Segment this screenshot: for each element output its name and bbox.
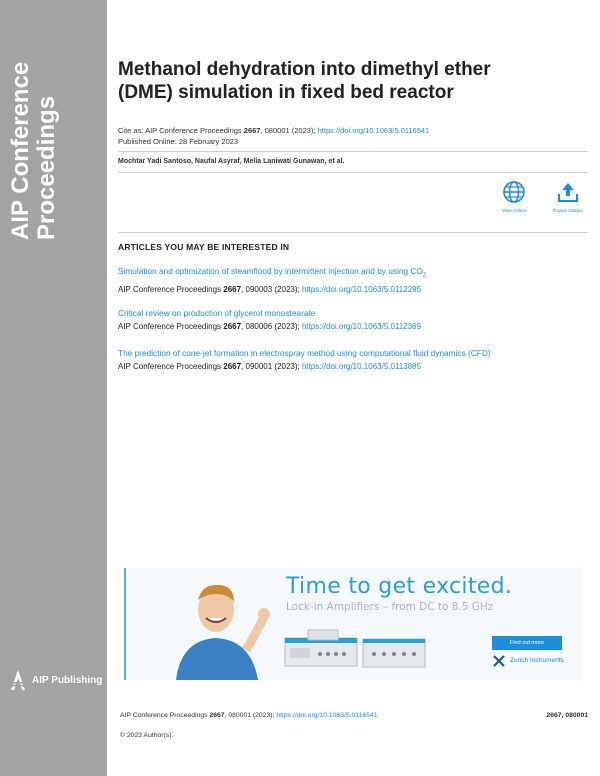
export-citation-button[interactable] xyxy=(544,180,592,213)
ad-subline: Lock-in Amplifiers – from DC to 8.5 GHz xyxy=(286,601,494,613)
zurich-instruments-logo[interactable] xyxy=(492,654,564,668)
cite-line xyxy=(118,125,429,136)
page-number: 2667, 080001 xyxy=(546,712,588,719)
related-article-title[interactable]: Simulation and optimization of steamflood by intermittent injection and by using $CO_2$ xyxy=(118,266,427,279)
lock-in-amplifier-image xyxy=(362,638,426,668)
citation-block xyxy=(118,125,429,147)
aip-logo-icon xyxy=(8,668,28,692)
published-date: Published Online: 28 February 2023 xyxy=(118,137,239,146)
related-article-source: AIP Conference Proceedings 2667, 090003 (2023); https://doi.org/10.1063/5.0112295 xyxy=(118,284,422,294)
lock-in-amplifier-image xyxy=(284,628,358,668)
person-illustration xyxy=(146,570,276,680)
find-out-more-button[interactable]: Find out more xyxy=(492,636,562,650)
view-online-label: View Online xyxy=(502,208,526,213)
doi-link[interactable]: https://doi.org/10.1063/5.0112295 xyxy=(301,284,422,294)
journal-title: AIP Conference Proceedings xyxy=(7,61,60,240)
globe-icon xyxy=(502,180,526,204)
related-article-title[interactable]: Critical review on production of glycerol monostearate xyxy=(118,308,316,318)
paper-title: Methanol dehydration into dimethyl ether (DME) simulation in fixed bed reactor xyxy=(118,59,491,103)
cite-rest: , 080001 (2023); xyxy=(260,126,318,135)
related-article-source: AIP Conference Proceedings 2667, 080006 (2023); https://doi.org/10.1063/5.0112369 xyxy=(118,322,422,331)
main-content xyxy=(118,0,600,776)
footer-citation: AIP Conference Proceedings 2667, 080001 (2023); https://doi.org/10.1063/5.0116541 xyxy=(120,712,378,719)
doi-link[interactable]: https://doi.org/10.1063/5.0113885 xyxy=(301,362,422,371)
divider xyxy=(118,151,588,152)
cross-logo-icon xyxy=(492,654,506,668)
cite-prefix: Cite as: AIP Conference Proceedings xyxy=(118,126,244,135)
divider xyxy=(118,232,588,233)
related-articles-heading: ARTICLES YOU MAY BE INTERESTED IN xyxy=(118,242,290,252)
brand-name: Zurich Instruments xyxy=(510,657,564,664)
publisher-logo-text: AIP Publishing xyxy=(32,674,103,686)
related-article[interactable] xyxy=(118,348,586,373)
divider xyxy=(118,172,588,173)
export-citation-label: Export Citation xyxy=(553,208,583,213)
cite-volume: 2667 xyxy=(243,126,261,135)
copyright: © 2023 Author(s). xyxy=(120,732,174,739)
publisher-logo[interactable] xyxy=(8,668,102,692)
advertisement-banner[interactable] xyxy=(124,568,582,680)
sidebar xyxy=(0,0,107,776)
ad-headline: Time to get excited. xyxy=(286,574,513,599)
related-article[interactable] xyxy=(118,266,586,296)
authors: Mochtar Yadi Santoso, Naufal Asyraf, Melia Laniwati Gunawan, et al. xyxy=(118,158,345,165)
doi-link[interactable]: https://doi.org/10.1063/5.0116541 xyxy=(276,712,378,719)
doi-link[interactable]: https://doi.org/10.1063/5.0116541 xyxy=(317,126,430,135)
related-article-source: AIP Conference Proceedings 2667, 090001 (2023); https://doi.org/10.1063/5.0113885 xyxy=(118,362,422,371)
doi-link[interactable]: https://doi.org/10.1063/5.0112369 xyxy=(301,322,422,331)
upload-tray-icon xyxy=(556,180,580,204)
related-article-title[interactable]: The prediction of cone-jet formation in electrospray method using computational fluid dynamics (CFD) xyxy=(118,348,491,358)
view-online-button[interactable] xyxy=(490,180,538,213)
related-article[interactable] xyxy=(118,308,586,333)
